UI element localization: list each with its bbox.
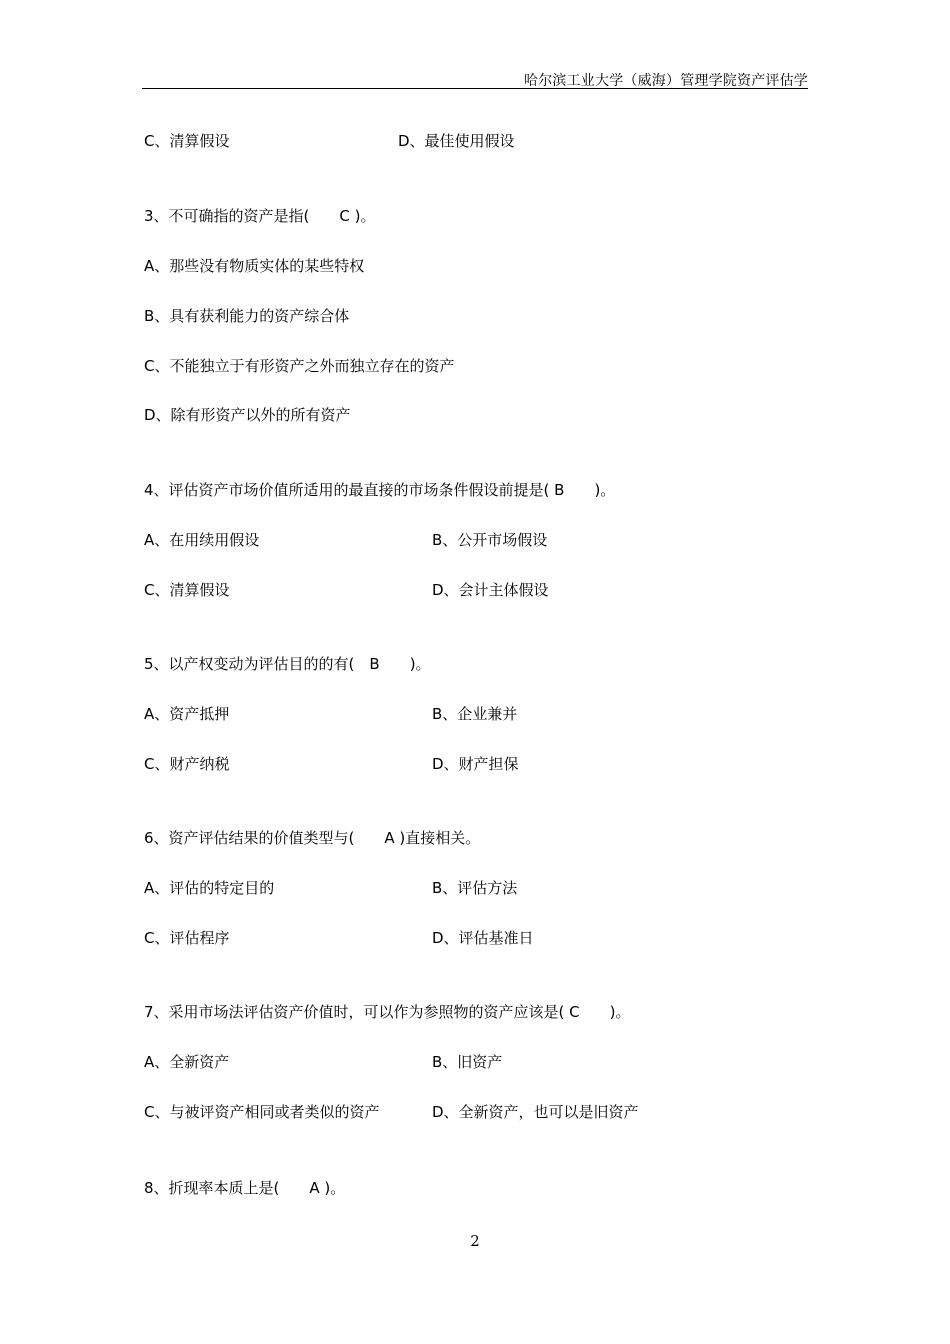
header-rule	[142, 88, 808, 89]
q6-stem: 6、资产评估结果的价值类型与( A )直接相关。	[144, 829, 481, 847]
q5-option-c: C、财产纳税	[144, 755, 230, 773]
q4-option-a: A、在用续用假设	[144, 531, 260, 549]
q3-stem: 3、不可确指的资产是指( C )。	[144, 207, 376, 225]
q6-option-c: C、评估程序	[144, 929, 230, 947]
q7-option-c: C、与被评资产相同或者类似的资产	[144, 1103, 380, 1121]
q4-option-c: C、清算假设	[144, 581, 230, 599]
q5-option-a: A、资产抵押	[144, 705, 230, 723]
q7-option-d: D、全新资产，也可以是旧资产	[432, 1103, 639, 1121]
q5-stem: 5、以产权变动为评估目的的有( B )。	[144, 655, 431, 673]
q6-option-b: B、评估方法	[432, 879, 518, 897]
q5-option-b: B、企业兼并	[432, 705, 518, 723]
q4-option-d: D、会计主体假设	[432, 581, 549, 599]
q8-stem: 8、折现率本质上是( A )。	[144, 1179, 346, 1197]
q7-option-b: B、旧资产	[432, 1053, 503, 1071]
q7-stem: 7、采用市场法评估资产价值时，可以作为参照物的资产应该是( C )。	[144, 1003, 631, 1021]
q3-option-d: D、除有形资产以外的所有资产	[144, 406, 351, 424]
q7-option-a: A、全新资产	[144, 1053, 230, 1071]
q5-option-d: D、财产担保	[432, 755, 519, 773]
page-number: 2	[470, 1232, 480, 1250]
q2-option-c: C、清算假设	[144, 132, 230, 150]
q3-option-b: B、具有获利能力的资产综合体	[144, 307, 350, 325]
q6-option-a: A、评估的特定目的	[144, 879, 275, 897]
q6-option-d: D、评估基准日	[432, 929, 534, 947]
running-header: 哈尔滨工业大学（威海）管理学院资产评估学	[524, 73, 808, 89]
q4-stem: 4、评估资产市场价值所适用的最直接的市场条件假设前提是( B )。	[144, 481, 616, 499]
q3-option-c: C、不能独立于有形资产之外而独立存在的资产	[144, 357, 455, 375]
q4-option-b: B、公开市场假设	[432, 531, 548, 549]
q2-option-d: D、最佳使用假设	[398, 132, 515, 150]
q3-option-a: A、那些没有物质实体的某些特权	[144, 257, 365, 275]
